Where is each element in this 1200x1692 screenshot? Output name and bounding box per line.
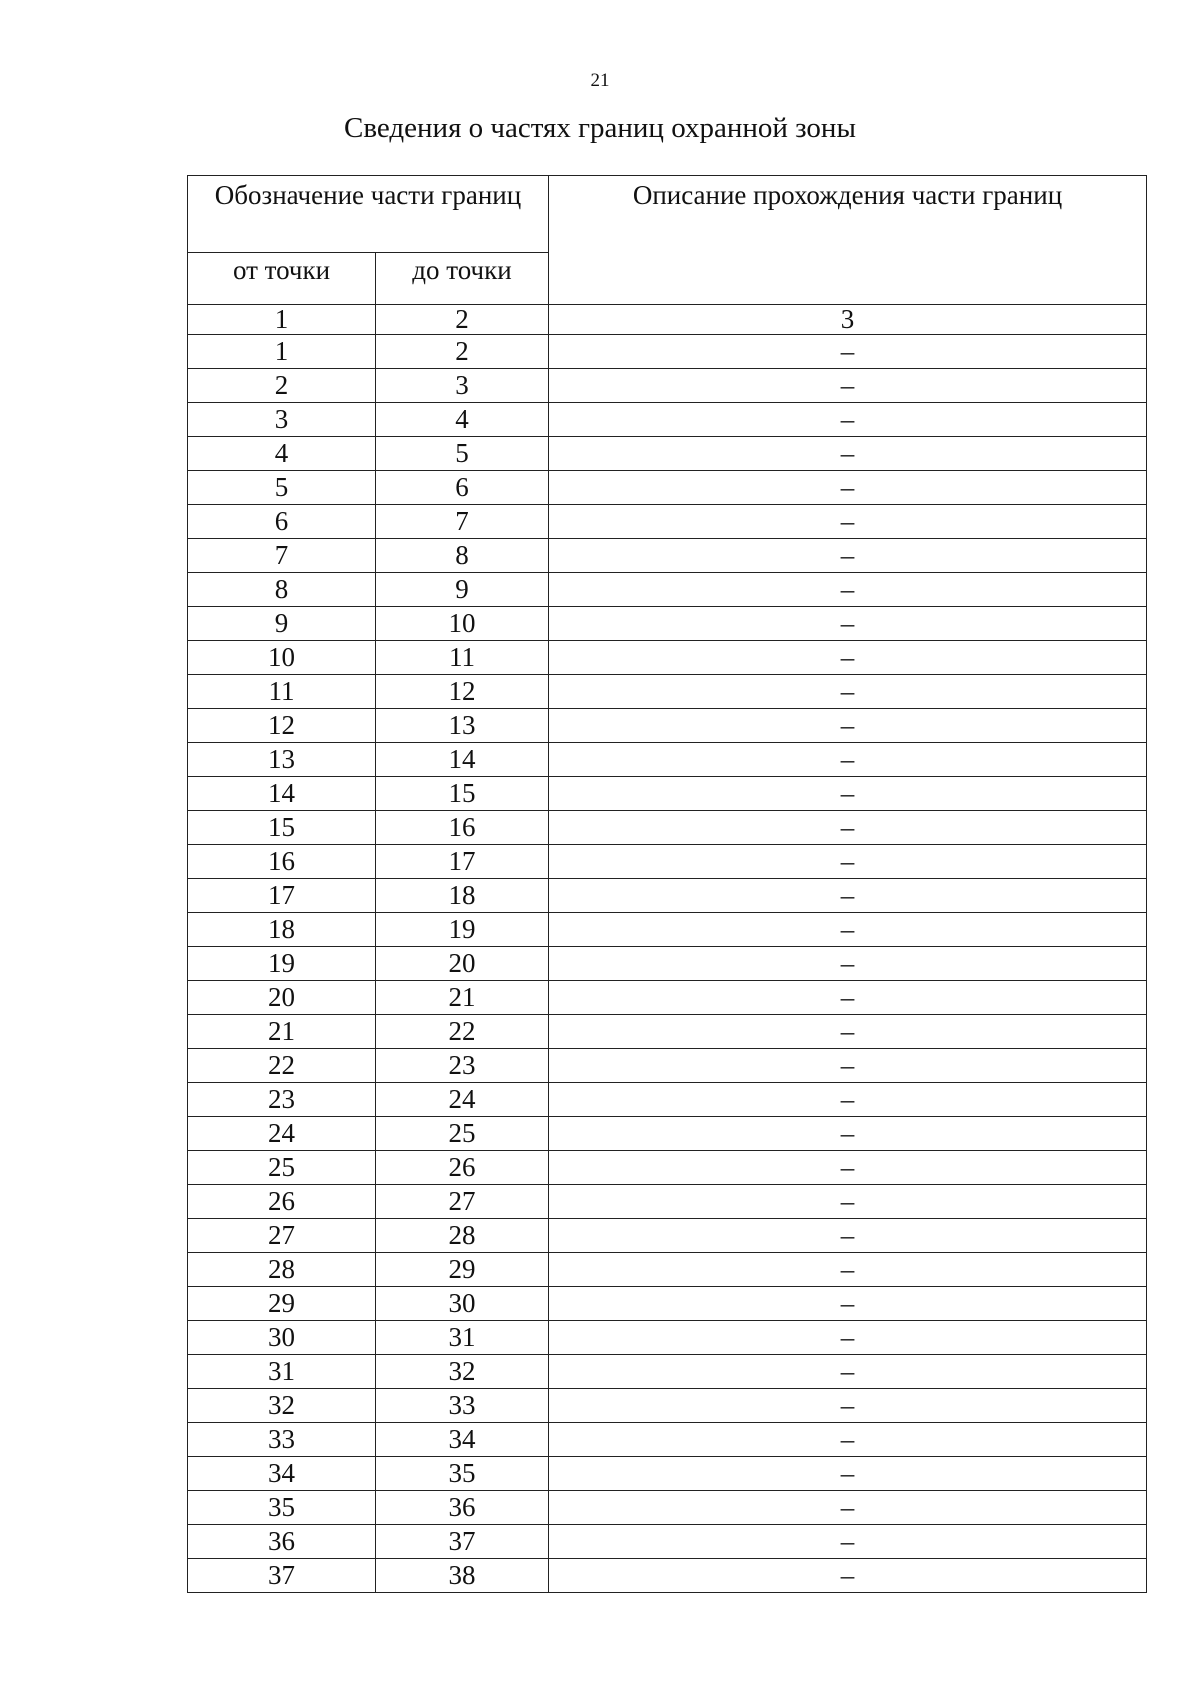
cell-description: – <box>549 1049 1147 1083</box>
header-from-point: от точки <box>188 253 376 305</box>
table-row <box>188 471 1147 505</box>
cell-to-point: 32 <box>376 1355 549 1389</box>
cell-description: – <box>549 845 1147 879</box>
cell-to-point: 14 <box>376 743 549 777</box>
table-row <box>188 505 1147 539</box>
cell-to-point: 8 <box>376 539 549 573</box>
table-row <box>188 573 1147 607</box>
column-number-1: 1 <box>188 305 376 335</box>
table-row <box>188 947 1147 981</box>
cell-description: – <box>549 743 1147 777</box>
table-row <box>188 641 1147 675</box>
cell-from-point: 34 <box>188 1457 376 1491</box>
table-row <box>188 1253 1147 1287</box>
boundary-parts-table-wrapper <box>187 175 1146 1593</box>
cell-description: – <box>549 1253 1147 1287</box>
cell-from-point: 17 <box>188 879 376 913</box>
cell-to-point: 20 <box>376 947 549 981</box>
table-row <box>188 743 1147 777</box>
column-number-3: 3 <box>549 305 1147 335</box>
cell-to-point: 4 <box>376 403 549 437</box>
cell-to-point: 3 <box>376 369 549 403</box>
cell-from-point: 18 <box>188 913 376 947</box>
table-row <box>188 1151 1147 1185</box>
table-row <box>188 709 1147 743</box>
cell-to-point: 29 <box>376 1253 549 1287</box>
cell-from-point: 4 <box>188 437 376 471</box>
page-number: 21 <box>590 70 610 91</box>
cell-description: – <box>549 709 1147 743</box>
cell-from-point: 13 <box>188 743 376 777</box>
cell-to-point: 17 <box>376 845 549 879</box>
cell-description: – <box>549 1151 1147 1185</box>
table-row <box>188 1321 1147 1355</box>
table-row <box>188 1015 1147 1049</box>
cell-from-point: 12 <box>188 709 376 743</box>
table-row <box>188 1219 1147 1253</box>
cell-description: – <box>549 573 1147 607</box>
table-row <box>188 1525 1147 1559</box>
cell-description: – <box>549 1015 1147 1049</box>
header-description: Описание прохождения части границ <box>549 176 1147 305</box>
cell-to-point: 6 <box>376 471 549 505</box>
cell-from-point: 29 <box>188 1287 376 1321</box>
boundary-parts-table <box>187 175 1147 1593</box>
cell-to-point: 25 <box>376 1117 549 1151</box>
table-row <box>188 1423 1147 1457</box>
table-row <box>188 369 1147 403</box>
cell-description: – <box>549 675 1147 709</box>
cell-from-point: 2 <box>188 369 376 403</box>
cell-to-point: 11 <box>376 641 549 675</box>
cell-description: – <box>549 981 1147 1015</box>
cell-to-point: 38 <box>376 1559 549 1593</box>
cell-description: – <box>549 947 1147 981</box>
cell-from-point: 32 <box>188 1389 376 1423</box>
cell-description: – <box>549 913 1147 947</box>
table-row <box>188 1049 1147 1083</box>
cell-to-point: 33 <box>376 1389 549 1423</box>
cell-description: – <box>549 369 1147 403</box>
cell-from-point: 6 <box>188 505 376 539</box>
table-row <box>188 539 1147 573</box>
cell-from-point: 24 <box>188 1117 376 1151</box>
cell-to-point: 15 <box>376 777 549 811</box>
table-row <box>188 1185 1147 1219</box>
table-row <box>188 777 1147 811</box>
cell-to-point: 12 <box>376 675 549 709</box>
cell-description: – <box>549 811 1147 845</box>
cell-to-point: 19 <box>376 913 549 947</box>
cell-to-point: 9 <box>376 573 549 607</box>
table-row <box>188 811 1147 845</box>
cell-to-point: 5 <box>376 437 549 471</box>
column-number-2: 2 <box>376 305 549 335</box>
table-row <box>188 1457 1147 1491</box>
cell-description: – <box>549 1559 1147 1593</box>
cell-description: – <box>549 1355 1147 1389</box>
table-row <box>188 913 1147 947</box>
table-row <box>188 981 1147 1015</box>
cell-from-point: 16 <box>188 845 376 879</box>
cell-description: – <box>549 437 1147 471</box>
cell-from-point: 14 <box>188 777 376 811</box>
cell-from-point: 3 <box>188 403 376 437</box>
cell-to-point: 26 <box>376 1151 549 1185</box>
cell-description: – <box>549 1389 1147 1423</box>
table-row <box>188 1389 1147 1423</box>
cell-from-point: 23 <box>188 1083 376 1117</box>
document-title: Сведения о частях границ охранной зоны <box>344 112 856 144</box>
cell-from-point: 5 <box>188 471 376 505</box>
cell-description: – <box>549 1423 1147 1457</box>
cell-description: – <box>549 1491 1147 1525</box>
cell-to-point: 34 <box>376 1423 549 1457</box>
cell-description: – <box>549 403 1147 437</box>
cell-to-point: 13 <box>376 709 549 743</box>
cell-description: – <box>549 505 1147 539</box>
cell-from-point: 25 <box>188 1151 376 1185</box>
table-row <box>188 675 1147 709</box>
cell-from-point: 35 <box>188 1491 376 1525</box>
cell-description: – <box>549 539 1147 573</box>
cell-to-point: 21 <box>376 981 549 1015</box>
cell-from-point: 1 <box>188 335 376 369</box>
cell-from-point: 30 <box>188 1321 376 1355</box>
cell-from-point: 21 <box>188 1015 376 1049</box>
cell-from-point: 26 <box>188 1185 376 1219</box>
cell-from-point: 31 <box>188 1355 376 1389</box>
table-row <box>188 403 1147 437</box>
table-row <box>188 1491 1147 1525</box>
cell-to-point: 36 <box>376 1491 549 1525</box>
cell-from-point: 37 <box>188 1559 376 1593</box>
cell-to-point: 30 <box>376 1287 549 1321</box>
table-row <box>188 607 1147 641</box>
cell-description: – <box>549 1185 1147 1219</box>
cell-to-point: 10 <box>376 607 549 641</box>
cell-to-point: 24 <box>376 1083 549 1117</box>
cell-description: – <box>549 335 1147 369</box>
cell-description: – <box>549 607 1147 641</box>
header-boundary-designation: Обозначение части границ <box>188 176 549 253</box>
cell-from-point: 33 <box>188 1423 376 1457</box>
cell-description: – <box>549 471 1147 505</box>
table-row <box>188 845 1147 879</box>
cell-from-point: 15 <box>188 811 376 845</box>
cell-description: – <box>549 777 1147 811</box>
cell-from-point: 22 <box>188 1049 376 1083</box>
cell-to-point: 35 <box>376 1457 549 1491</box>
table-row <box>188 335 1147 369</box>
cell-from-point: 28 <box>188 1253 376 1287</box>
cell-to-point: 27 <box>376 1185 549 1219</box>
cell-from-point: 20 <box>188 981 376 1015</box>
cell-to-point: 31 <box>376 1321 549 1355</box>
cell-description: – <box>549 1219 1147 1253</box>
cell-description: – <box>549 1525 1147 1559</box>
cell-from-point: 27 <box>188 1219 376 1253</box>
table-row <box>188 879 1147 913</box>
cell-description: – <box>549 1083 1147 1117</box>
cell-to-point: 37 <box>376 1525 549 1559</box>
cell-to-point: 18 <box>376 879 549 913</box>
cell-to-point: 7 <box>376 505 549 539</box>
cell-description: – <box>549 1457 1147 1491</box>
cell-description: – <box>549 641 1147 675</box>
cell-to-point: 2 <box>376 335 549 369</box>
table-row <box>188 1117 1147 1151</box>
cell-to-point: 16 <box>376 811 549 845</box>
cell-from-point: 19 <box>188 947 376 981</box>
table-row <box>188 437 1147 471</box>
header-to-point: до точки <box>376 253 549 305</box>
table-row <box>188 1287 1147 1321</box>
cell-from-point: 9 <box>188 607 376 641</box>
cell-description: – <box>549 1117 1147 1151</box>
table-row <box>188 1083 1147 1117</box>
cell-description: – <box>549 1287 1147 1321</box>
cell-description: – <box>549 879 1147 913</box>
cell-description: – <box>549 1321 1147 1355</box>
table-row <box>188 1559 1147 1593</box>
cell-from-point: 36 <box>188 1525 376 1559</box>
cell-to-point: 22 <box>376 1015 549 1049</box>
cell-to-point: 23 <box>376 1049 549 1083</box>
cell-from-point: 11 <box>188 675 376 709</box>
cell-from-point: 10 <box>188 641 376 675</box>
cell-from-point: 8 <box>188 573 376 607</box>
cell-from-point: 7 <box>188 539 376 573</box>
table-row <box>188 1355 1147 1389</box>
table-body <box>188 335 1147 1593</box>
cell-to-point: 28 <box>376 1219 549 1253</box>
